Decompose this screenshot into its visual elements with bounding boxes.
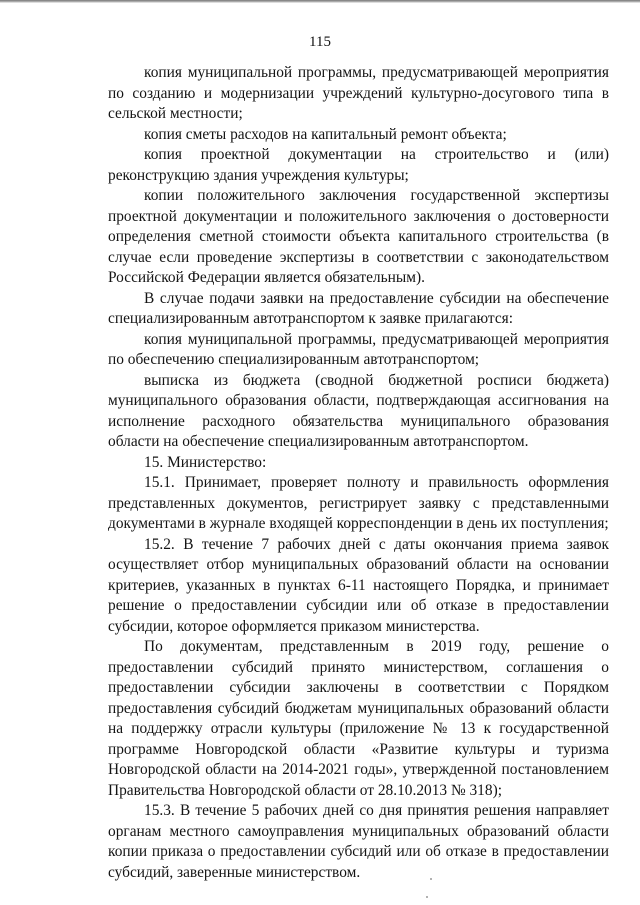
paragraph-budget-extract: выписка из бюджета (сводной бюджетной росписи бюджета) муниципального образования области, подтверждающая ассигнования на исполнение расходного обязательства муниципального образования области на обеспечение специализированным автотранспортом. xyxy=(108,371,609,450)
paragraph-copy-municipal-program: копия муниципальной программы, предусматривающей мероприятия по созданию и модернизации учреждений культурно-досугового типа в сельской местности; xyxy=(108,64,609,122)
paragraph-documents-2019: По документам, представленным в 2019 году, решение о предоставлении субсидий принято министерством, соглашения о предоставлении субсидии заключены в соответствии с Порядком предоставления субсидий бюджетам муниципальных образований области на поддержку отрасли культуры (приложение № 13 к государственной программе Новгородской области «Развитие культуры и туризма Новгородской области на 2014-2021 годы», утвержденной постановлением Правительства Новгородской области от 28.10.2013 № 318); xyxy=(108,638,609,799)
paragraph-section-15-2: 15.2. В течение 7 рабочих дней с даты окончания приема заявок осуществляет отбор муниципальных образований области на основании критериев, указанных в пунктах 6-11 настоящего Порядка, и принимает решение о предоставлении субсидии или об отказе в предоставлении субсидии, которое оформляется приказом министерства. xyxy=(108,535,609,635)
paragraph-section-15-heading: 15. Министерство: xyxy=(144,453,267,471)
paragraph-section-15-3: 15.3. В течение 5 рабочих дней со дня принятия решения направляет органам местного самоуправления муниципальных образований области копии приказа о предоставлении субсидий или об отказе в предоставлении субсидий, заверенные министерством. xyxy=(108,802,609,881)
paragraph-section-15-1: 15.1. Принимает, проверяет полноту и правильность оформления представленных документов, регистрирует заявку с представленными документами в журнале входящей корреспонденции в день их поступления; xyxy=(108,474,609,532)
page-number: 115 xyxy=(309,34,331,50)
paragraph-copy-project-documentation: копия проектной документации на строительство и (или) реконструкцию здания учреждения культуры; xyxy=(108,146,609,184)
paragraph-copy-expert-conclusion: копии положительного заключения государственной экспертизы проектной документации и положительного заключения о достоверности определения сметной стоимости объекта капитального строительства (в случае если проведение экспертизы в соответствии с законодательством Российской Федерации является обязательным). xyxy=(108,187,609,286)
paragraph-copy-vehicle-program: копия муниципальной программы, предусматривающей мероприятия по обеспечению специализированным автотранспортом; xyxy=(108,330,609,368)
document-body xyxy=(108,63,609,883)
scan-speck xyxy=(430,878,432,880)
paragraph-vehicle-application: В случае подачи заявки на предоставление субсидии на обеспечение специализированным автотранспортом к заявке прилагаются: xyxy=(108,289,609,327)
paragraph-copy-cost-estimate: копия сметы расходов на капитальный ремонт объекта; xyxy=(144,125,507,143)
scan-speck xyxy=(426,896,428,898)
